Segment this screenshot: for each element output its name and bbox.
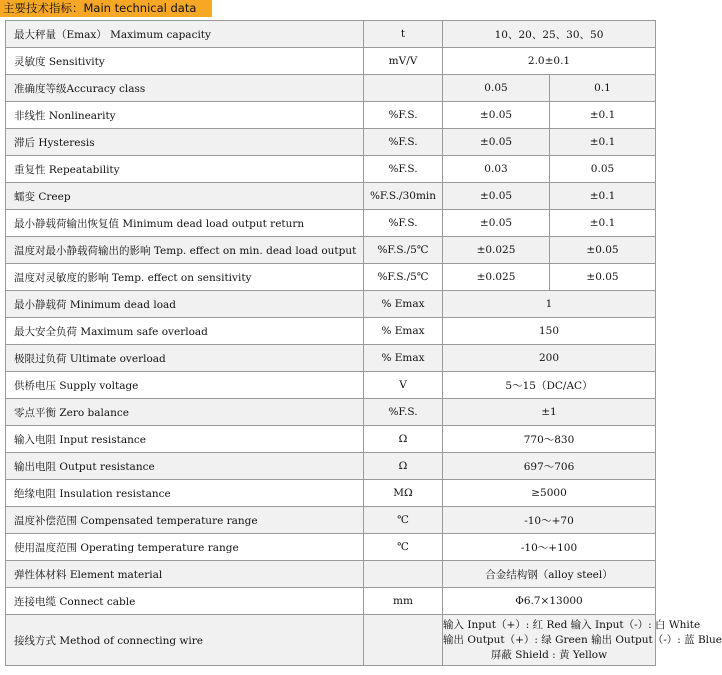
unit-cell: mV/V	[364, 48, 443, 75]
unit-cell: %F.S./30min	[364, 183, 443, 210]
unit-cell: %F.S./5℃	[364, 237, 443, 264]
unit-cell: %F.S.	[364, 399, 443, 426]
unit-cell: mm	[364, 588, 443, 615]
technical-data-table	[5, 20, 722, 666]
unit-cell	[364, 561, 443, 588]
parameter-cell: 最小静载荷输出恢复值 Minimum dead load output return	[6, 210, 364, 237]
parameter-cell: 零点平衡 Zero balance	[6, 399, 364, 426]
parameter-cell: 最大安全负荷 Maximum safe overload	[6, 318, 364, 345]
unit-cell: %F.S.	[364, 210, 443, 237]
parameter-cell: 非线性 Nonlinearity	[6, 102, 364, 129]
table-row	[6, 237, 656, 264]
unit-cell	[364, 75, 443, 102]
parameter-cell: 输入电阻 Input resistance	[6, 426, 364, 453]
parameter-cell: 温度对最小静载荷输出的影响 Temp. effect on min. dead load output	[6, 237, 364, 264]
value-cell-class-01: ±0.05	[550, 237, 656, 264]
table-row	[6, 183, 656, 210]
value-cell: 150	[443, 318, 656, 345]
technical-data-body	[6, 21, 722, 666]
table-row	[6, 210, 656, 237]
parameter-cell: 最大秤量（Emax） Maximum capacity	[6, 21, 364, 48]
value-cell-class-01: 0.1	[550, 75, 656, 102]
value-cell-class-005: ±0.025	[443, 264, 550, 291]
parameter-cell: 温度补偿范围 Compensated temperature range	[6, 507, 364, 534]
table-row	[6, 453, 656, 480]
parameter-cell: 接线方式 Method of connecting wire	[6, 615, 364, 666]
table-row	[6, 345, 656, 372]
value-cell-class-005: ±0.05	[443, 129, 550, 156]
section-title: 主要技术指标：Main technical data	[0, 0, 212, 17]
unit-cell: %F.S./5℃	[364, 264, 443, 291]
value-cell-class-005: 0.03	[443, 156, 550, 183]
parameter-cell: 绝缘电阻 Insulation resistance	[6, 480, 364, 507]
table-row	[6, 102, 656, 129]
value-cell-class-01: ±0.1	[550, 210, 656, 237]
table-row	[6, 372, 656, 399]
parameter-cell: 弹性体材料 Element material	[6, 561, 364, 588]
table-row	[6, 156, 656, 183]
unit-cell: ℃	[364, 507, 443, 534]
value-cell: Φ6.7×13000	[443, 588, 656, 615]
table-row	[6, 507, 656, 534]
value-cell: 10、20、25、30、50	[443, 21, 656, 48]
value-cell-class-005: ±0.05	[443, 210, 550, 237]
value-cell: -10～+100	[443, 534, 656, 561]
value-cell-class-005: ±0.05	[443, 183, 550, 210]
parameter-cell: 蠕变 Creep	[6, 183, 364, 210]
parameter-cell: 输出电阻 Output resistance	[6, 453, 364, 480]
table-row	[6, 588, 656, 615]
parameter-cell: 连接电缆 Connect cable	[6, 588, 364, 615]
value-cell-class-005: ±0.025	[443, 237, 550, 264]
wiring-line: 输入 Input（+）: 红 Red 输入 Input（-）: 白 White	[443, 618, 701, 631]
parameter-cell: 灵敏度 Sensitivity	[6, 48, 364, 75]
table-row	[6, 480, 656, 507]
value-cell-class-01: 0.05	[550, 156, 656, 183]
parameter-cell: 供桥电压 Supply voltage	[6, 372, 364, 399]
table-row	[6, 75, 656, 102]
table-row	[6, 534, 656, 561]
value-cell: 770～830	[443, 426, 656, 453]
parameter-cell: 温度对灵敏度的影响 Temp. effect on sensitivity	[6, 264, 364, 291]
parameter-cell: 极限过负荷 Ultimate overload	[6, 345, 364, 372]
value-cell-class-01: ±0.05	[550, 264, 656, 291]
value-cell-class-01: ±0.1	[550, 129, 656, 156]
unit-cell: Ω	[364, 426, 443, 453]
unit-cell: ℃	[364, 534, 443, 561]
unit-cell: %F.S.	[364, 102, 443, 129]
value-cell: -10～+70	[443, 507, 656, 534]
table-row	[6, 129, 656, 156]
parameter-cell: 最小静载荷 Minimum dead load	[6, 291, 364, 318]
parameter-cell: 准确度等级Accuracy class	[6, 75, 364, 102]
unit-cell	[364, 615, 443, 666]
wiring-value-cell	[443, 615, 722, 666]
table-row	[6, 264, 656, 291]
parameter-cell: 滞后 Hysteresis	[6, 129, 364, 156]
value-cell: 1	[443, 291, 656, 318]
value-cell-class-01: ±0.1	[550, 183, 656, 210]
table-row	[6, 318, 656, 345]
table-row	[6, 561, 656, 588]
table-row	[6, 48, 656, 75]
parameter-cell: 重复性 Repeatability	[6, 156, 364, 183]
table-row	[6, 426, 656, 453]
value-cell-class-005: ±0.05	[443, 102, 550, 129]
value-cell-class-005: 0.05	[443, 75, 550, 102]
value-cell: ≥5000	[443, 480, 656, 507]
unit-cell: MΩ	[364, 480, 443, 507]
wiring-line: 输出 Output（+）: 绿 Green 输出 Output（-）: 蓝 Blue	[443, 633, 722, 646]
table-row	[6, 399, 656, 426]
unit-cell: % Emax	[364, 291, 443, 318]
value-cell: 合金结构钢（alloy steel）	[443, 561, 656, 588]
value-cell: 2.0±0.1	[443, 48, 656, 75]
unit-cell: t	[364, 21, 443, 48]
table-row-wiring	[6, 615, 656, 666]
value-cell: 697～706	[443, 453, 656, 480]
unit-cell: V	[364, 372, 443, 399]
unit-cell: %F.S.	[364, 156, 443, 183]
unit-cell: %F.S.	[364, 129, 443, 156]
value-cell: 5～15（DC/AC）	[443, 372, 656, 399]
unit-cell: % Emax	[364, 345, 443, 372]
parameter-cell: 使用温度范围 Operating temperature range	[6, 534, 364, 561]
value-cell: 200	[443, 345, 656, 372]
unit-cell: % Emax	[364, 318, 443, 345]
table-row	[6, 291, 656, 318]
wiring-line: 屏蔽 Shield : 黄 Yellow	[490, 648, 608, 661]
value-cell: ±1	[443, 399, 656, 426]
value-cell-class-01: ±0.1	[550, 102, 656, 129]
unit-cell: Ω	[364, 453, 443, 480]
table-row	[6, 21, 656, 48]
